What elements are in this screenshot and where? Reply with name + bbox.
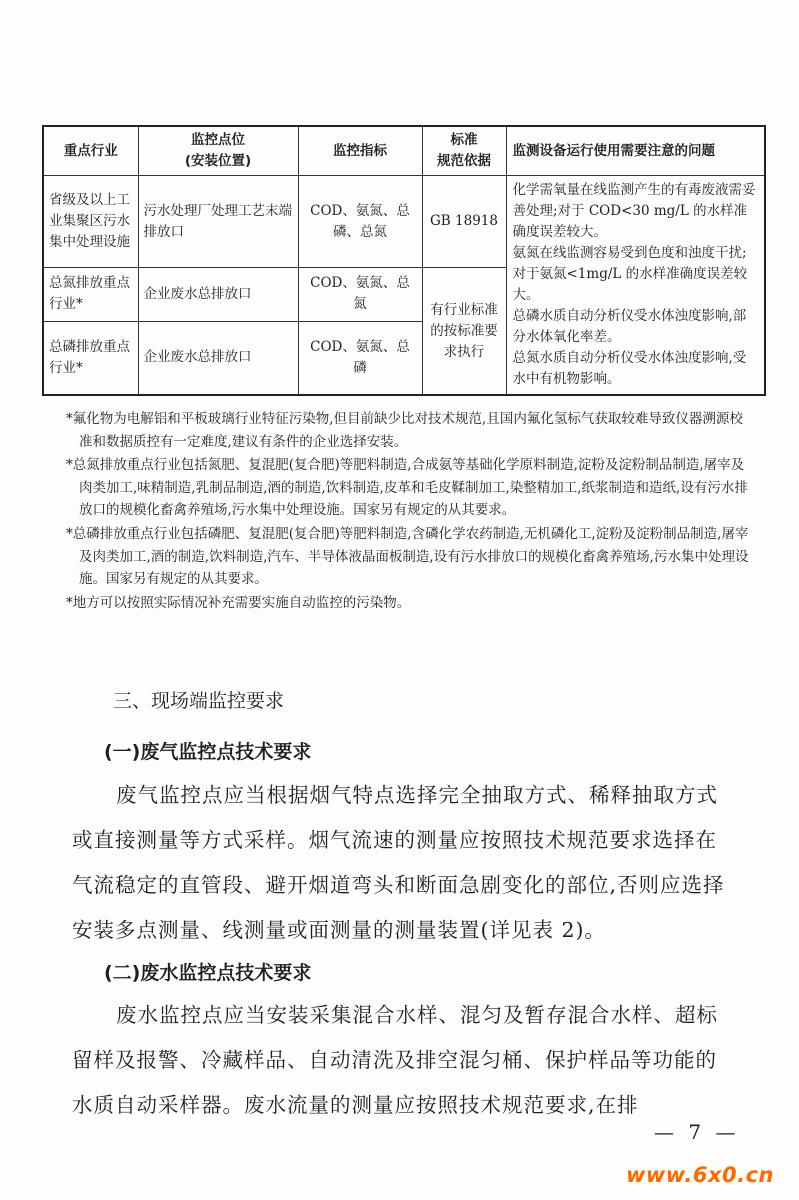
row1-point: 污水处理厂处理工艺末端排放口	[138, 176, 298, 268]
monitoring-table-container	[42, 125, 764, 396]
row2-point: 企业废水总排放口	[138, 268, 298, 322]
table-footnotes	[66, 408, 756, 615]
footnote-fluoride: *氟化物为电解铝和平板玻璃行业特征污染物,但目前缺少比对技术规范,且国内氟化氢标气获取较难导致仪器溯源校准和数据质控有一定难度,建议有条件的企业选择安装。	[66, 411, 743, 450]
header-industry: 重点行业	[43, 126, 138, 176]
section-title: 三、现场端监控要求	[113, 690, 285, 712]
issue-nitrogen: 总氮水质自动分析仪受水体浊度影响,受水中有机物影响。	[512, 350, 747, 387]
monitoring-table	[42, 125, 766, 396]
header-standard-line1: 标准	[450, 132, 478, 148]
issue-cod: 化学需氧量在线监测产生的有毒废液需妥善处理;对于 COD<30 mg/L 的水样准确度误差较大。	[512, 182, 756, 240]
header-indicators: 监控指标	[298, 126, 422, 176]
row1-industry: 省级及以上工业集聚区污水集中处理设施	[43, 176, 138, 268]
row3-point: 企业废水总排放口	[138, 321, 298, 395]
row3-industry: 总磷排放重点行业*	[43, 321, 138, 395]
paragraph-wastewater-text: 废水监控点应当安装采集混合水样、混匀及暂存混合水样、超标留样及报警、冷藏样品、自动清洗及排空混匀桶、保护样品等功能的水质自动采样器。废水流量的测量应按照技术规范要求,在排	[72, 1003, 718, 1117]
subsection-title-wastewater: (二)废水监控点技术要求	[104, 962, 312, 984]
row2-standard: 有行业标准的按标准要求执行	[422, 268, 506, 396]
footnote-nitrogen-industries: *总氮排放重点行业包括氮肥、复混肥(复合肥)等肥料制造,合成氨等基础化学原料制造,淀粉及淀粉制品制造,屠宰及肉类加工,味精制造,乳制品制造,酒的制造,饮料制造,皮革和毛皮鞣制加工,染整精加工,纸浆制造和造纸,设有污水排放口的规模化畜禽养殖场,污水集中处理设施。国家另有规定的从其要求。	[66, 457, 748, 519]
paragraph-wastewater	[72, 993, 732, 1128]
footnote-phosphorus-industries: *总磷排放重点行业包括磷肥、复混肥(复合肥)等肥料制造,含磷化学农药制造,无机磷化工,淀粉及淀粉制品制造,屠宰及肉类加工,酒的制造,饮料制造,汽车、半导体液晶面板制造,设有污水排放口的规模化畜禽养殖场,污水集中处理设施。国家另有规定的从其要求。	[66, 525, 749, 588]
row3-indicators: COD、氨氮、总磷	[298, 321, 422, 395]
table-row	[43, 176, 765, 268]
header-standard	[422, 126, 506, 176]
footnote-local-supplement: *地方可以按照实际情况补充需要实施自动监控的污染物。	[66, 594, 411, 611]
issues-cell	[506, 176, 765, 396]
table-header-row	[43, 126, 765, 176]
header-point-line2: (安装位置)	[184, 153, 252, 169]
issue-ammonia: 氨氮在线监测容易受到色度和浊度干扰;对于氨氮<1mg/L 的水样准确度误差较大。	[512, 245, 748, 303]
issue-phosphorus: 总磷水质自动分析仪受水体浊度影响,部分水体氧化率差。	[512, 308, 747, 345]
paragraph-exhaust-text: 废气监控点应当根据烟气特点选择完全抽取方式、稀释抽取方式或直接测量等方式采样。烟气流速的测量应按照技术规范要求选择在气流稳定的直管段、避开烟道弯头和断面急剧变化的部位,否则应选择安装多点测量、线测量或面测量的测量装置(详见表 2)。	[72, 783, 725, 942]
header-standard-line2: 规范依据	[437, 153, 491, 169]
watermark: www.6x0.cn	[626, 1163, 774, 1187]
header-issues: 监测设备运行使用需要注意的问题	[506, 126, 765, 176]
header-monitoring-point	[138, 126, 298, 176]
row1-standard: GB 18918	[422, 176, 506, 268]
page-number: — 7 —	[654, 1120, 740, 1144]
row2-industry: 总氮排放重点行业*	[43, 268, 138, 322]
row1-indicators: COD、氨氮、总磷、总氮	[298, 176, 422, 268]
paragraph-exhaust	[72, 773, 732, 953]
subsection-title-exhaust: (一)废气监控点技术要求	[104, 741, 312, 763]
row2-indicators: COD、氨氮、总氮	[298, 268, 422, 322]
header-point-line1: 监控点位	[191, 132, 245, 148]
